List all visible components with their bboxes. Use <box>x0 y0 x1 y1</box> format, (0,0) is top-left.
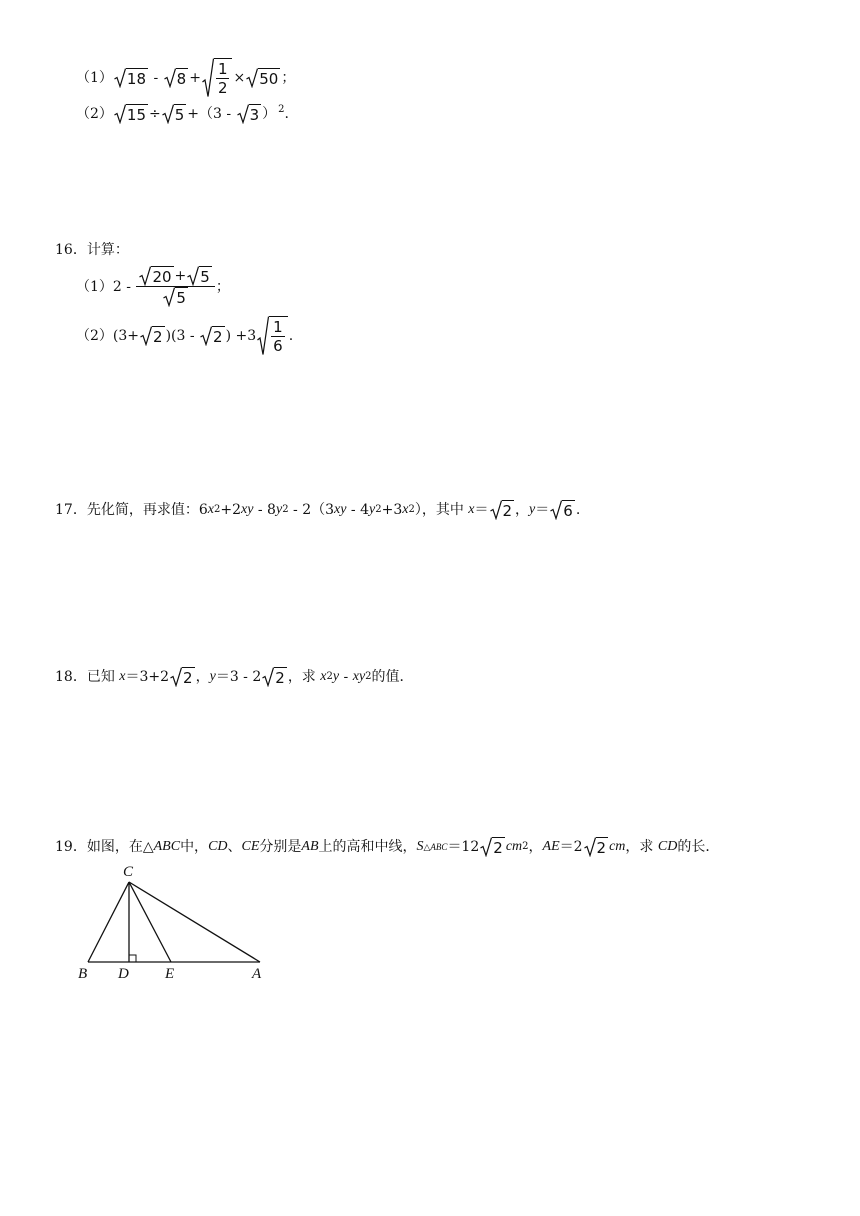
radical-sign-icon <box>237 104 249 124</box>
radical-sign-icon <box>262 667 274 687</box>
fraction-one-sixth: $\frac{1}{6}$ <box>273 318 283 355</box>
segment-CA <box>129 882 260 962</box>
radical-sign-icon <box>163 287 175 307</box>
problem-15-part-1: （1） 18 - 8 + $\frac{1}{2}$ × 50 ； <box>76 60 296 97</box>
sqrt-8: 8 <box>164 68 189 88</box>
sqrt-2: 2 <box>480 837 505 857</box>
problem-15-part-2: （2） 15 ÷ 5 +（3 - 3 ） $^2$ . <box>76 104 289 124</box>
sqrt-15: 15 <box>114 104 148 124</box>
part-label: （2） <box>76 328 113 344</box>
sqrt-5: 5 <box>162 104 187 124</box>
label-C: C <box>123 864 134 880</box>
sqrt-50: 50 <box>246 68 280 88</box>
sqrt-18: 18 <box>114 68 148 88</box>
sqrt-2: 2 <box>490 500 515 520</box>
part-label: （1） <box>76 70 113 86</box>
fraction-one-half: $\frac{1}{2}$ <box>217 60 228 97</box>
sqrt-one-sixth <box>257 316 288 356</box>
problem-16-heading <box>55 240 129 260</box>
radical-sign-icon <box>170 667 182 687</box>
problem-16-part-1: （1）2 - 20 + 5 5 ； <box>76 267 230 307</box>
sqrt-5-denominator: 5 <box>163 287 188 307</box>
radical-sign-icon <box>550 500 562 520</box>
sqrt-one-half <box>202 58 233 98</box>
radical-sign-icon <box>162 104 174 124</box>
segment-CE <box>129 882 171 962</box>
problem-number: 17． <box>55 502 87 518</box>
fraction-expression: 20 + 5 5 <box>136 266 214 307</box>
label-A: A <box>252 966 262 982</box>
right-angle-mark <box>129 955 136 962</box>
part-label: （2） <box>76 106 113 122</box>
radical-sign-icon <box>246 68 258 88</box>
sqrt-2: 2 <box>170 667 195 687</box>
radical-sign-icon <box>114 104 126 124</box>
label-B: B <box>78 966 88 982</box>
radical-sign-icon <box>200 326 212 346</box>
segment-CB <box>88 882 129 962</box>
problem-number: 19． <box>55 839 87 855</box>
sqrt-6: 6 <box>550 500 575 520</box>
sqrt-3: 3 <box>237 104 262 124</box>
triangle-figure <box>74 858 274 982</box>
radical-sign-icon <box>187 266 199 286</box>
problem-number: 18． <box>55 669 87 685</box>
radical-sign-icon <box>140 326 152 346</box>
part-label: （1）2 - <box>76 278 136 295</box>
problem-19: 19． 如图，在△ ABC 中， CD 、 CE 分别是 AB 上的高和中线， S △ABC ＝12 2 cm 2 ， AE ＝2 2 cm ，求 CD 的长． <box>55 838 720 857</box>
sqrt-2: 2 <box>140 326 165 346</box>
radical-sign-icon <box>164 68 176 88</box>
problem-17: 17． 先化简，再求值： 6 x 2 +2 x y - 8 y 2 - 2（3 x y - 4 y 2 +3 x 2 ），其中 x ＝ 2 ， y ＝ 6 . <box>55 501 581 520</box>
problem-number: 16． <box>55 242 87 258</box>
sqrt-2: 2 <box>200 326 225 346</box>
problem-18: 18． 已知 x ＝ 3+2 2 ， y ＝ 3 - 2 2 ，求 x 2 y - x y 2 的值． <box>55 668 414 687</box>
radical-sign-icon <box>480 837 492 857</box>
radical-sign-icon <box>584 837 596 857</box>
label-D: D <box>118 966 129 982</box>
sqrt-2: 2 <box>584 837 609 857</box>
radical-sign-icon <box>114 68 126 88</box>
problem-instruction: 计算： <box>86 242 129 258</box>
radical-sign-icon <box>257 316 269 356</box>
radical-sign-icon <box>202 58 214 98</box>
radical-sign-icon <box>139 266 151 286</box>
radical-sign-icon <box>490 500 502 520</box>
problem-16-part-2: （2） (3+ 2 )(3 - 2 ) +3 $\frac{1}{6}$ . <box>76 318 294 355</box>
label-E: E <box>165 966 175 982</box>
sqrt-5-numerator: 5 <box>187 266 212 286</box>
sqrt-20: 20 <box>139 266 173 286</box>
sqrt-2: 2 <box>262 667 287 687</box>
